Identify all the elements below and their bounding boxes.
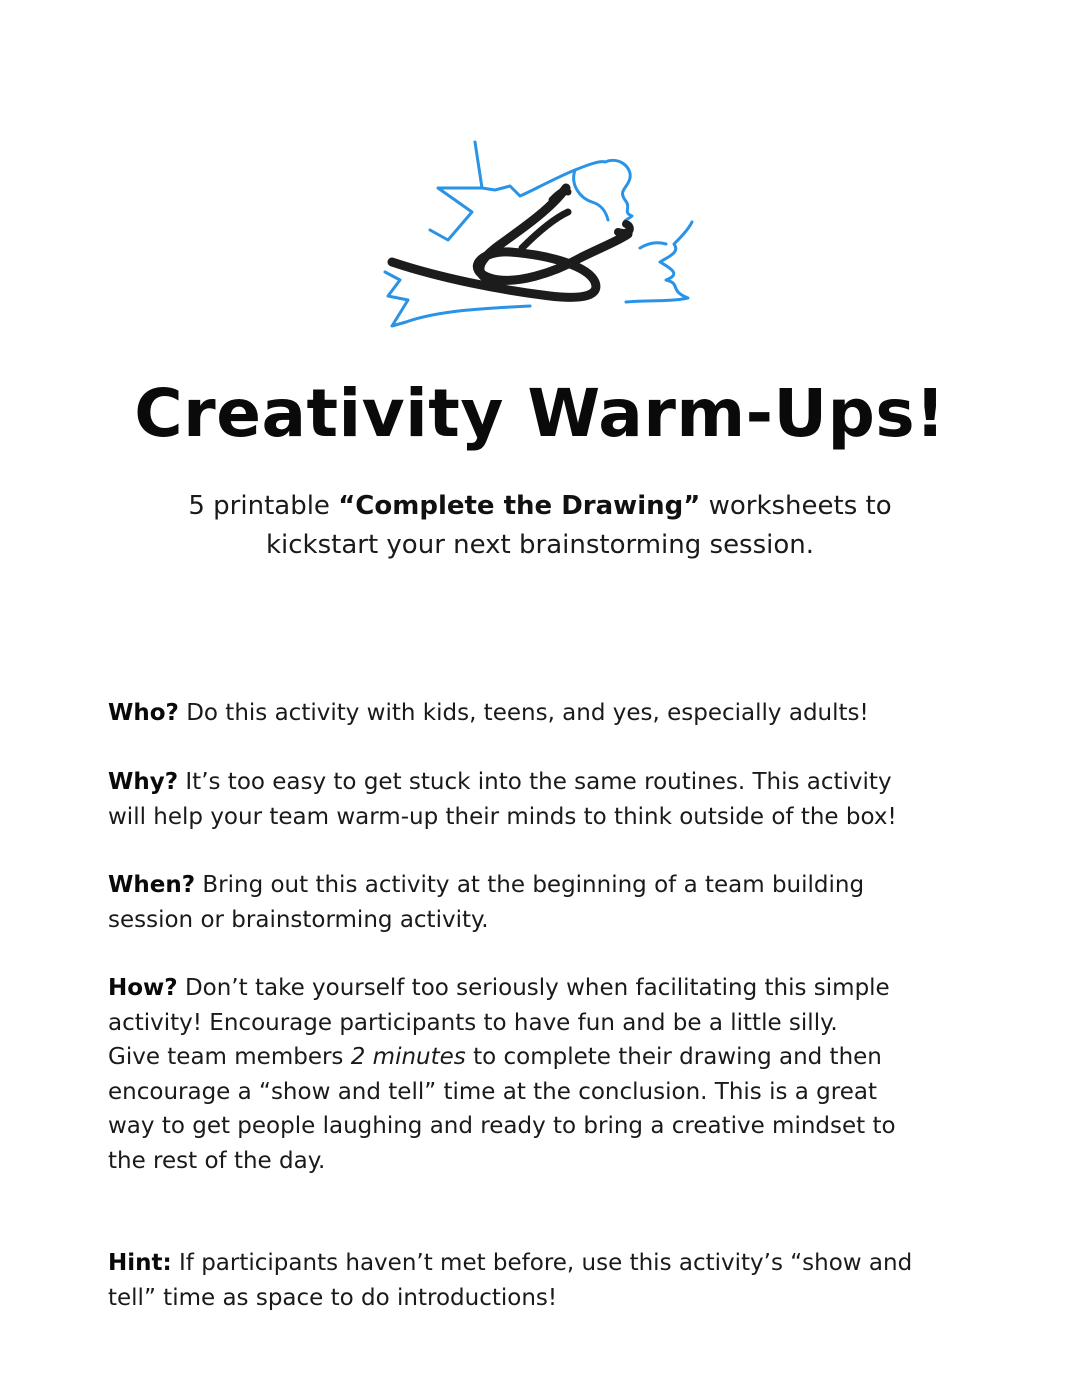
how-section [108,971,978,1178]
how-line4: encourage a “show and tell” time at the conclusion. This is a great [108,1078,877,1105]
subtitle-line2: kickstart your next brainstorming session. [265,530,815,560]
how-line3-italic: 2 minutes [350,1044,466,1070]
hint-label: Hint: [108,1250,172,1276]
how-line1: Don’t take yourself too seriously when facilitating this simple [177,975,890,1001]
hint-line1: If participants haven’t met before, use this activity’s “show and [171,1250,913,1276]
when-line1: Bring out this activity at the beginning of a team building [195,872,865,898]
why-line1: It’s too easy to get stuck into the same routines. This activity [178,769,892,795]
subtitle-post: worksheets to [700,491,892,521]
when-label: When? [108,872,196,898]
how-line5: way to get people laughing and ready to bring a creative mindset to [108,1113,896,1139]
how-line6: the rest of the day. [108,1147,326,1174]
hint-section [108,1246,978,1315]
scribble-icon [370,130,710,345]
page-title: Creativity Warm-Ups! [134,375,946,452]
subtitle-pre: 5 printable [188,491,339,521]
how-line3-post: to complete their drawing and then [465,1044,882,1070]
why-section [108,765,978,834]
who-section [108,696,978,731]
page-subtitle [100,487,980,565]
how-line3-pre: Give team members [108,1044,351,1070]
how-line2: activity! Encourage participants to have fun and be a little silly. [108,1009,838,1036]
who-text: Do this activity with kids, teens, and yes, especially adults! [178,700,869,726]
hint-line2: tell” time as space to do introductions! [108,1284,558,1311]
why-line2: will help your team warm-up their minds to think outside of the box! [108,803,897,830]
subtitle-bold: “Complete the Drawing” [338,491,701,521]
who-label: Who? [108,700,179,726]
when-section [108,868,978,937]
why-label: Why? [108,769,179,795]
when-line2: session or brainstorming activity. [108,906,489,933]
how-label: How? [108,975,178,1001]
